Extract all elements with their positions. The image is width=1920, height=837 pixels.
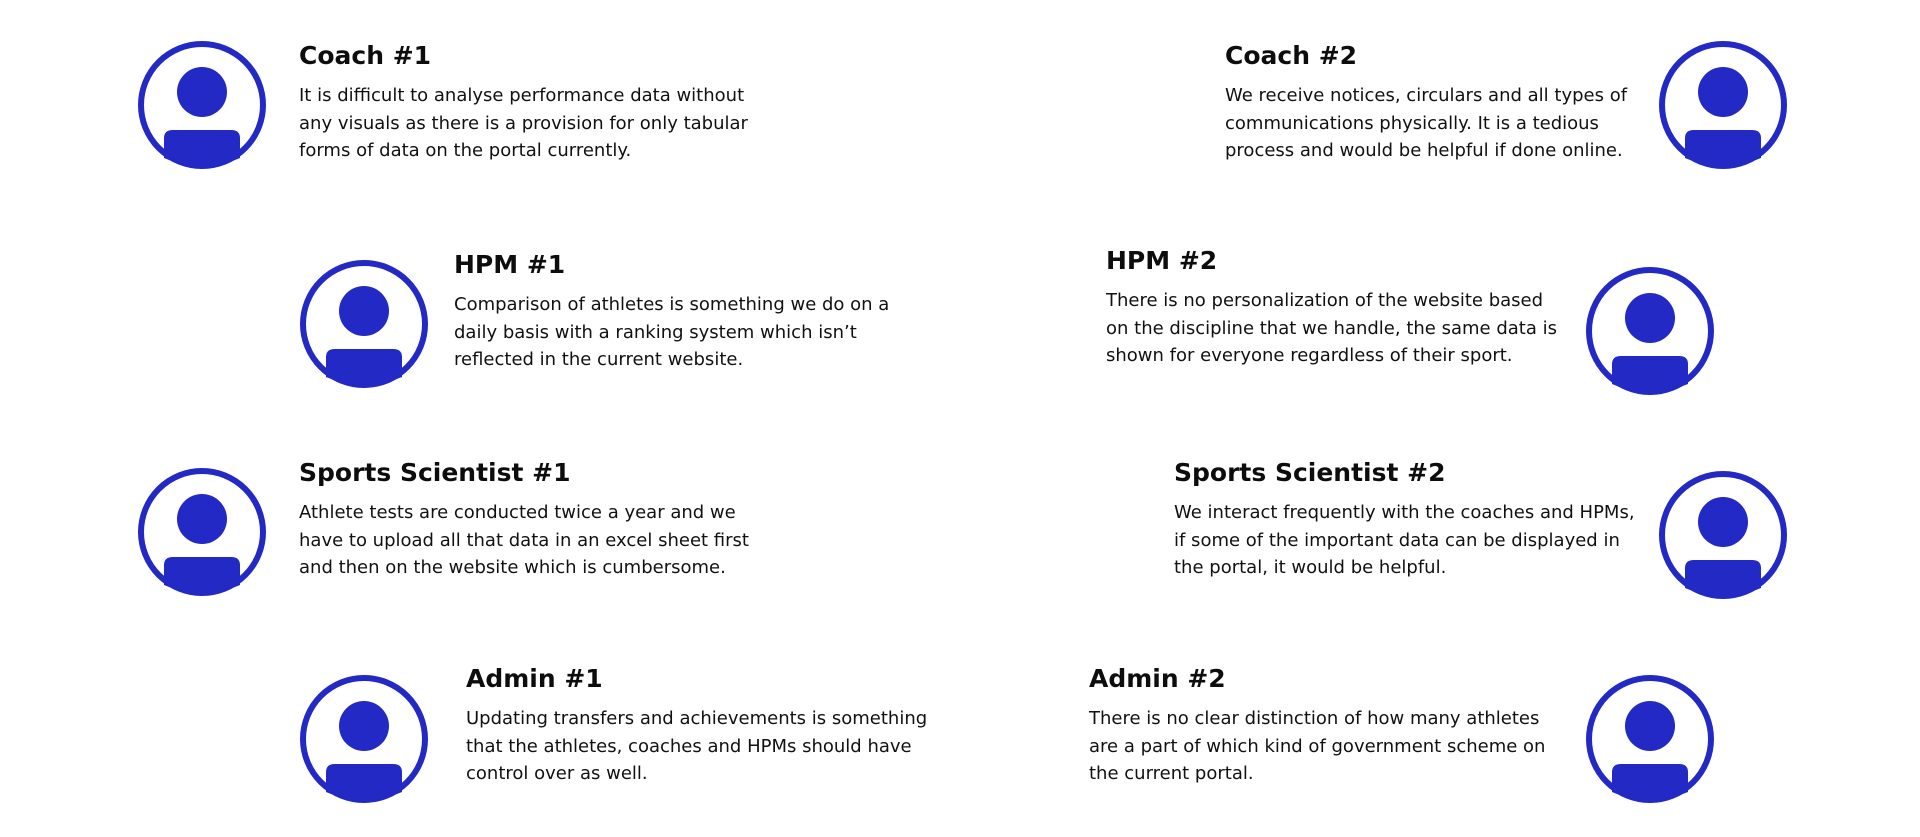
persona-sports-scientist-1 — [299, 457, 779, 582]
persona-name: HPM #1 — [454, 250, 566, 279]
persona-name: Coach #1 — [299, 41, 432, 70]
persona-quote: Comparison of athletes is something we do on a daily basis with a ranking system which isn’t reflected in the current website. — [454, 294, 890, 370]
user-icon — [299, 674, 429, 804]
persona-name: Sports Scientist #2 — [1174, 458, 1446, 487]
avatar-sports-scientist-2 — [1658, 470, 1788, 600]
persona-quote: We interact frequently with the coaches and HPMs, if some of the important data can be displayed in the portal, it would be helpful. — [1174, 502, 1635, 578]
persona-hpm-1 — [454, 249, 924, 374]
user-icon — [137, 467, 267, 597]
persona-hpm-2 — [1106, 245, 1566, 370]
persona-quote: There is no clear distinction of how many athletes are a part of which kind of government scheme on the current portal. — [1089, 708, 1546, 784]
user-icon — [137, 40, 267, 170]
avatar-sports-scientist-1 — [137, 467, 267, 597]
persona-quote: Updating transfers and achievements is something that the athletes, coaches and HPMs should have control over as well. — [466, 708, 928, 784]
user-icon — [1658, 40, 1788, 170]
user-icon — [1658, 470, 1788, 600]
persona-quote: There is no personalization of the website based on the discipline that we handle, the same data is shown for everyone regardless of their sport. — [1106, 290, 1557, 366]
persona-admin-1 — [466, 663, 936, 788]
avatar-coach-1 — [137, 40, 267, 170]
persona-name: Coach #2 — [1225, 41, 1358, 70]
persona-coach-1 — [299, 40, 769, 165]
persona-name: HPM #2 — [1106, 246, 1218, 275]
persona-sports-scientist-2 — [1174, 457, 1644, 582]
persona-name: Sports Scientist #1 — [299, 458, 571, 487]
persona-admin-2 — [1089, 663, 1549, 788]
avatar-hpm-2 — [1585, 266, 1715, 396]
avatar-admin-2 — [1585, 674, 1715, 804]
user-icon — [1585, 266, 1715, 396]
persona-quote: Athlete tests are conducted twice a year and we have to upload all that data in an excel sheet first and then on the website which is cumbersome. — [299, 502, 749, 578]
persona-name: Admin #2 — [1089, 664, 1226, 693]
avatar-admin-1 — [299, 674, 429, 804]
persona-quote: We receive notices, circulars and all types of communications physically. It is a tedious process and would be helpful if done online. — [1225, 85, 1628, 161]
persona-coach-2 — [1225, 40, 1645, 165]
avatar-coach-2 — [1658, 40, 1788, 170]
persona-quote: It is difficult to analyse performance data without any visuals as there is a provision for only tabular forms of data on the portal currently. — [299, 85, 748, 161]
avatar-hpm-1 — [299, 259, 429, 389]
user-icon — [1585, 674, 1715, 804]
persona-name: Admin #1 — [466, 664, 603, 693]
user-icon — [299, 259, 429, 389]
